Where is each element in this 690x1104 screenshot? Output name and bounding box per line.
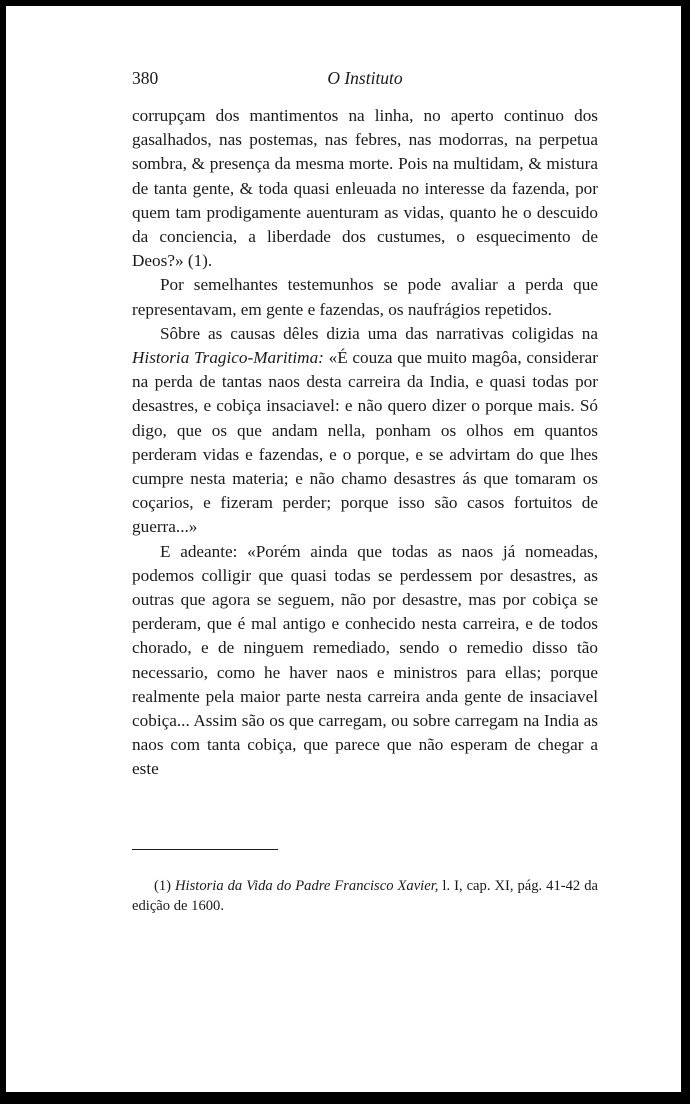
footnote-title: Historia da Vida do Padre Francisco Xavier, [175, 878, 439, 894]
book-page [6, 6, 681, 1092]
page-number: 380 [132, 68, 159, 88]
footnote [132, 876, 598, 916]
paragraph-2: Por semelhantes testemunhos se pode avaliar a perda que representavam, em gente e fazendas, os naufrágios repetidos. [132, 275, 598, 319]
paragraph-4: E adeante: «Porém ainda que todas as naos já nomeadas, podemos colligir que quasi todas se perdessem por desastres, as outras que agora se seguem, não por desastre, mas por cobiça se perderam, que é mal antigo e conhecido nesta carreira, e de todos chorado, e de ninguem remediado, sendo o remedio disso tão necessario, como he haver naos e ministros para ellas; porque realmente pela maior parte nesta carreira anda gente de insaciavel cobiça... Assim são os que carregam, ou sobre carregam na India as naos com tanta cobiça, que parece que não esperam de chegar a este [132, 541, 598, 779]
paragraph-1: corrupçam dos mantimentos na linha, no aperto continuo dos gasalhados, nas postemas, nas febres, nas modorras, na perpetua sombra, & presença da mesma morte. Pois na multidam, & mistura de tanta gente, & toda quasi enleuada no interesse da fazenda, por quem tam prodigamente auenturam as vidas, quanto he o descuido da conciencia, a liberdade dos custumes, o esquecimento de Deos?» (1). [132, 106, 598, 271]
footnote-reference: l. I, cap. XI, pág. 41-42 da edição de 1600. [132, 878, 598, 914]
paragraph-3 [132, 322, 598, 540]
work-title: Historia Tragico-Maritima: [132, 348, 324, 368]
paragraph-3-text-before: Sôbre as causas dêles dizia uma das narrativas coligidas na [160, 323, 598, 343]
footnote-separator [132, 849, 278, 850]
footnote-marker: (1) [154, 878, 175, 894]
running-title: O Instituto [327, 68, 403, 88]
body-text [132, 104, 598, 782]
page-header [132, 68, 598, 94]
paragraph-3-text-after: «É couza que muito magôa, considerar na perda de tantas naos desta carreira da India, e quasi todas por desastres, e cobiça insaciavel: e não quero dizer o porque mais. Só digo, que os que andam nella, ponham os olhos em quantos perderam vidas e fazendas, e o porque, e se advirtam do que lhes cumpre nesta materia; e não chamo desastres ás que tomaram os coçarios, e fizeram perder; porque isso são casos fortuitos de guerra...» [132, 348, 598, 537]
footnote-1 [132, 876, 598, 916]
